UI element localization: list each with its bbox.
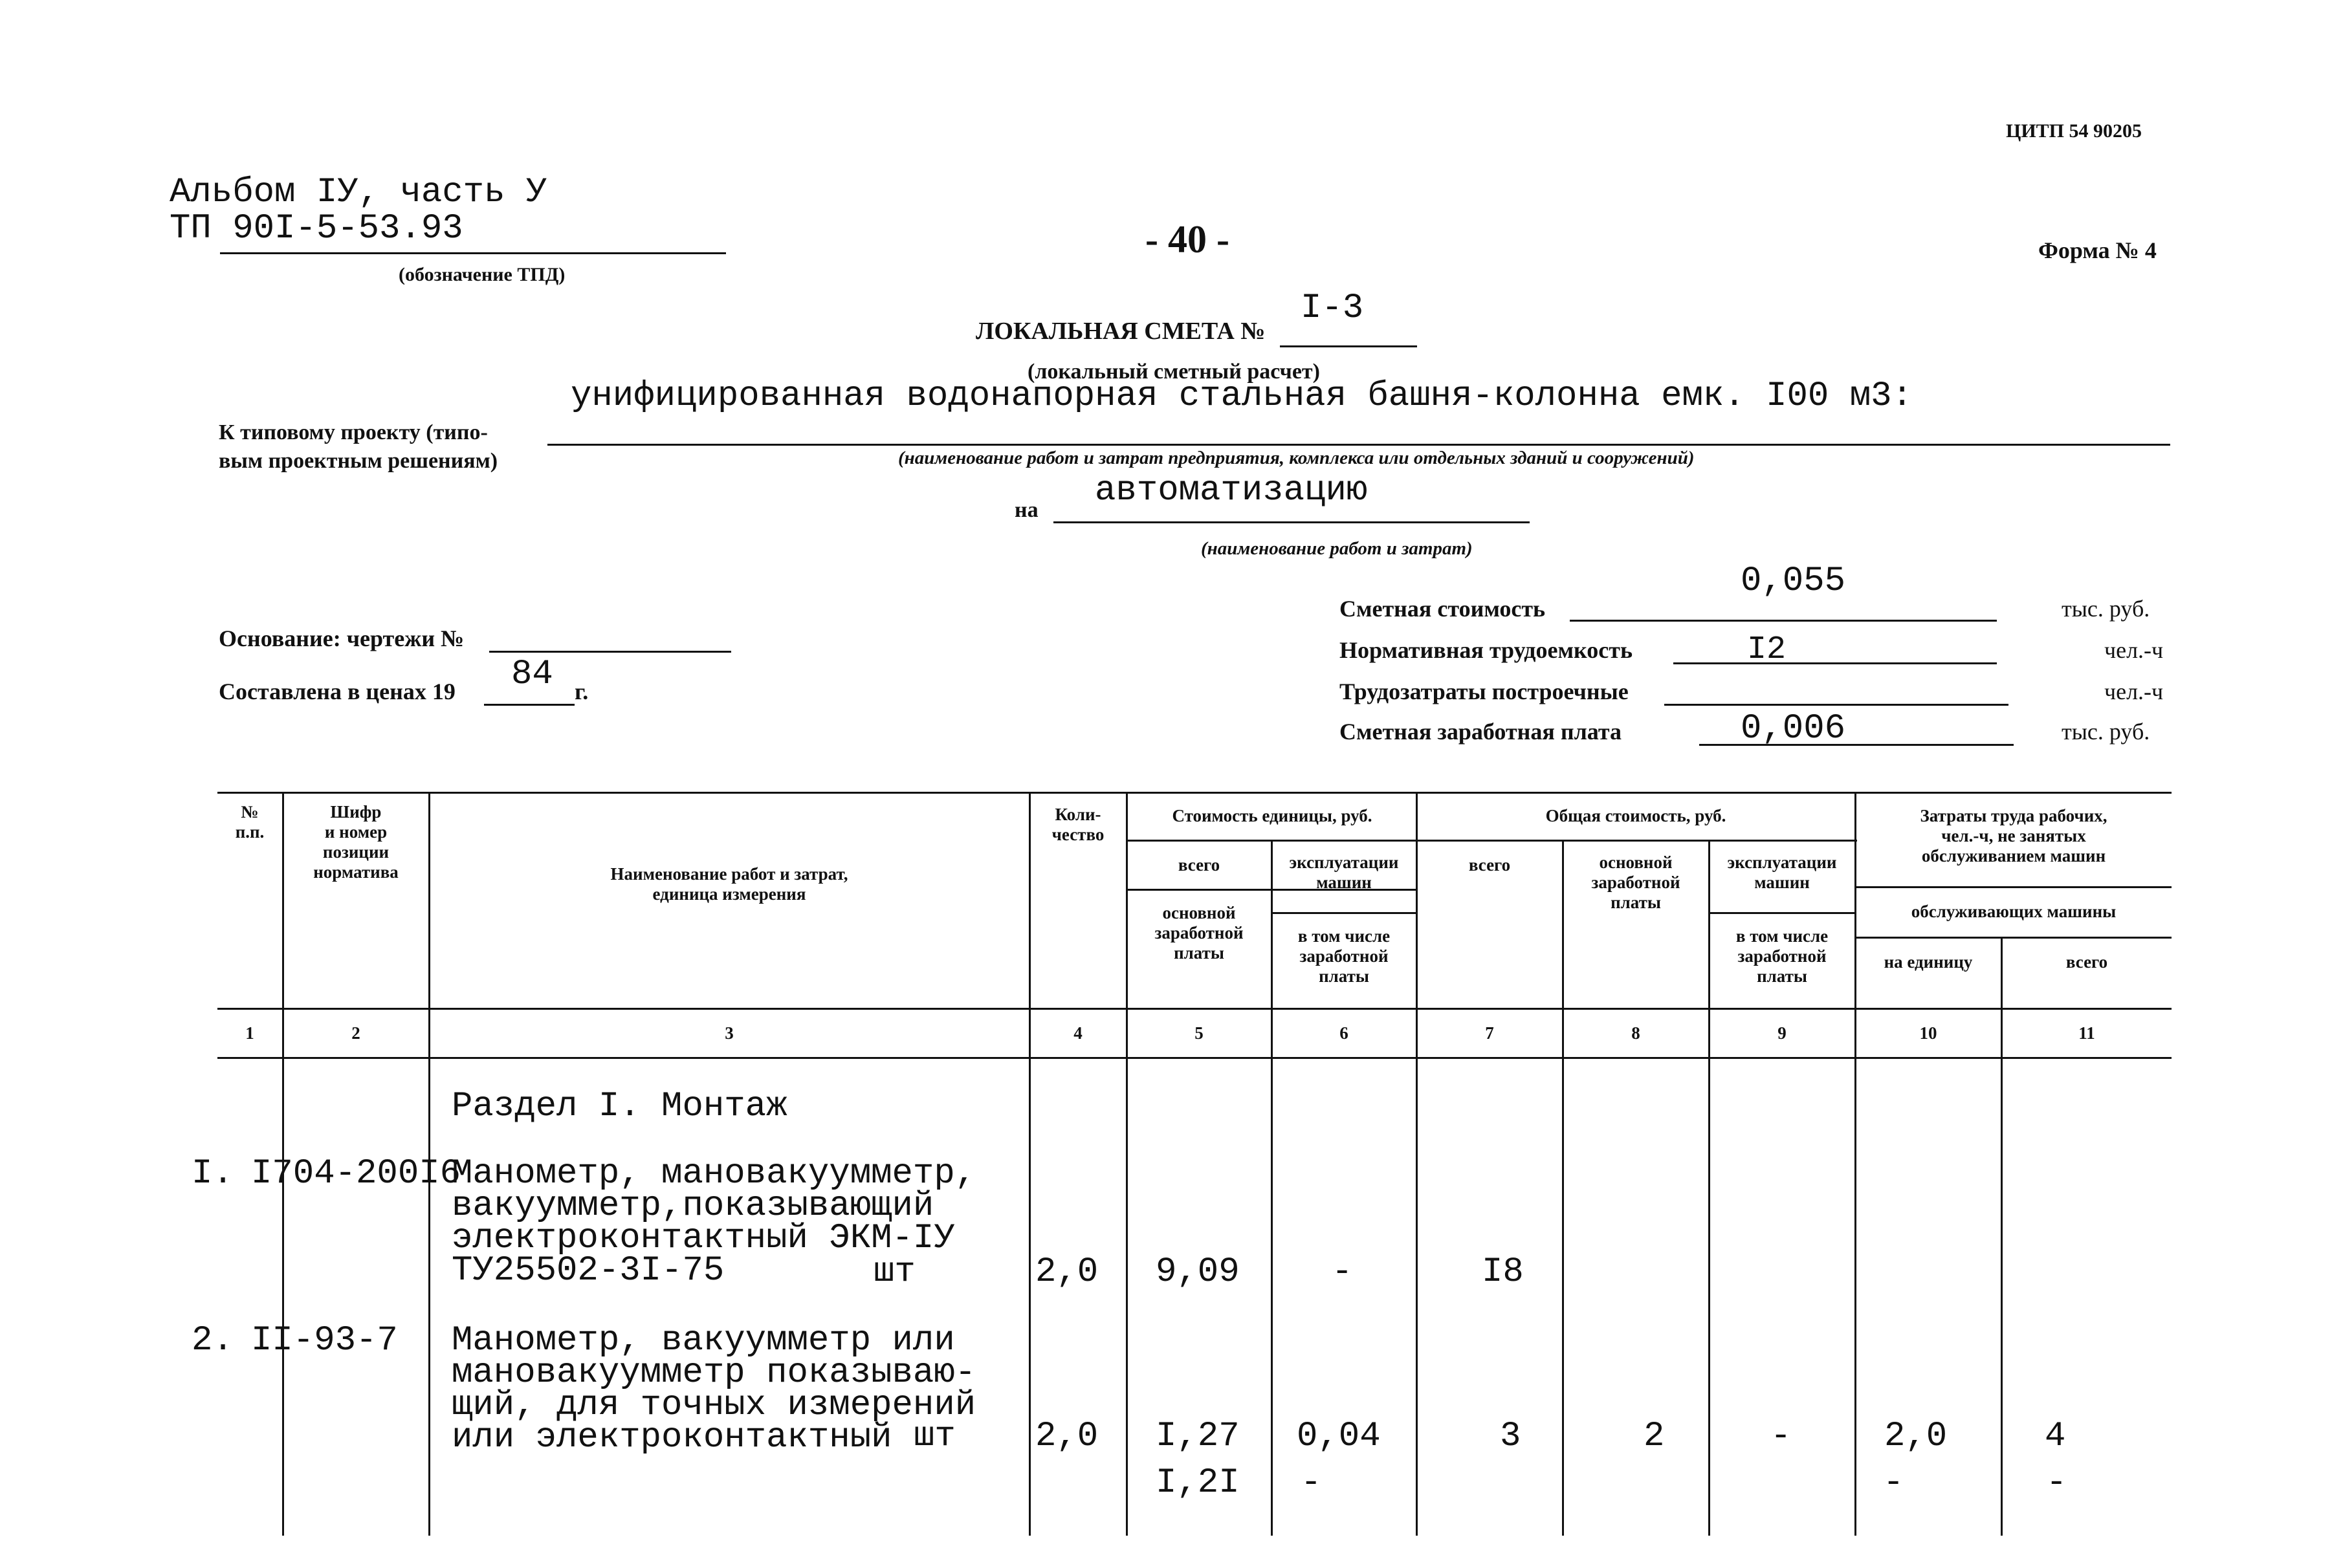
- header-col-5-bottom: основной заработной платы: [1154, 903, 1244, 963]
- row-unit-cost-total: I,27: [1156, 1417, 1240, 1456]
- summary-value-wage: 0,006: [1741, 709, 1846, 748]
- project-name: унифицированная водонапорная стальная башня-колонна емк. I00 м3:: [571, 376, 1913, 416]
- na-label: на: [1015, 498, 1039, 522]
- row-total-cost: I8: [1482, 1252, 1524, 1292]
- summary-unit-wage: тыс. руб.: [2062, 719, 2150, 745]
- row-unit-cost-total: 9,09: [1156, 1252, 1240, 1292]
- header-bottom-border: [217, 1008, 2172, 1010]
- basis-drawings-underline: [489, 651, 731, 653]
- header-col-4: Коли- чество: [1051, 805, 1105, 844]
- summary-unit-cost: тыс. руб.: [2062, 596, 2150, 622]
- header-col-6-top: эксплуатации машин: [1289, 853, 1399, 892]
- page-number: - 40 -: [1145, 218, 1229, 261]
- header-col-7: всего: [1468, 855, 1511, 875]
- row-labor-total: 4: [2045, 1417, 2066, 1456]
- row-unit-cost-machines: -: [1332, 1252, 1353, 1292]
- summary-unit-labor: чел.-ч: [2104, 637, 2164, 663]
- header-col-11: всего: [2065, 952, 2108, 972]
- col-number: 2: [351, 1023, 360, 1043]
- col-number: 3: [725, 1023, 734, 1043]
- row-name: Манометр, вакуумметр или мановакуумметр показываю- щий, для точных измерений или электроконтактный: [452, 1321, 976, 1457]
- works-caption: (наименование работ и затрат): [1201, 538, 1473, 559]
- header-labor-sub: обслуживающих машины: [1911, 902, 2117, 921]
- summary-label-wage: Сметная заработная плата: [1339, 719, 1622, 745]
- summary-underline-wage: [1699, 744, 2014, 746]
- section-title: Раздел I. Монтаж: [452, 1087, 787, 1126]
- prices-suffix: г.: [575, 679, 589, 704]
- summary-label-cost: Сметная стоимость: [1339, 596, 1546, 622]
- header-total-cost: Общая стоимость, руб.: [1545, 806, 1726, 825]
- row-number: I.: [192, 1154, 234, 1193]
- row-unit: шт: [874, 1252, 916, 1292]
- col-number: 10: [1919, 1023, 1937, 1043]
- summary-label-site-labor: Трудозатраты построечные: [1339, 679, 1629, 704]
- basis-drawings-label: Основание: чертежи №: [219, 626, 465, 651]
- row-code: II-93-7: [251, 1321, 398, 1360]
- summary-underline-cost: [1570, 620, 1997, 622]
- row-qty: 2,0: [1035, 1252, 1099, 1292]
- row-labor-unit: 2,0: [1884, 1417, 1948, 1456]
- header-col-8: основной заработной платы: [1591, 853, 1680, 912]
- header-col-2: Шифр и номер позиции норматива: [313, 802, 399, 882]
- estimate-title: ЛОКАЛЬНАЯ СМЕТА №: [976, 318, 1266, 345]
- col-divider-7: [1562, 840, 1564, 1536]
- row-total-cost: 3: [1500, 1417, 1521, 1456]
- row-unit-cost-machines-wage: -: [1301, 1463, 1322, 1503]
- header-col-10: на единицу: [1884, 952, 1973, 972]
- prices-label: Составлена в ценах 19: [219, 679, 456, 704]
- header-col-5-top: всего: [1178, 855, 1220, 875]
- header-col-6-bottom: в том числе заработной платы: [1297, 926, 1391, 986]
- summary-underline-labor: [1673, 662, 1997, 664]
- row-number: 2.: [192, 1321, 234, 1360]
- row-unit-cost-machines: 0,04: [1297, 1417, 1381, 1456]
- estimate-number: I-3: [1301, 289, 1364, 328]
- row-unit: шт: [914, 1417, 956, 1456]
- header-unit-cost: Стоимость единицы, руб.: [1172, 806, 1372, 825]
- album-line-1: Альбом IУ, часть У: [170, 173, 547, 212]
- album-line-2: ТП 90I-5-53.93: [170, 209, 463, 248]
- prices-year: 84: [511, 655, 553, 694]
- row-unit-cost-wage: I,2I: [1156, 1463, 1240, 1503]
- to-project-label-1: К типовому проекту (типо-: [219, 420, 488, 444]
- summary-underline-site-labor: [1664, 704, 2008, 706]
- row-total-wage: 2: [1644, 1417, 1665, 1456]
- col-number: 5: [1194, 1023, 1204, 1043]
- summary-value-labor: I2: [1747, 631, 1787, 668]
- header-labor: Затраты труда рабочих, чел.-ч, не занятых обслуживанием машин: [1920, 806, 2107, 866]
- labor-subline-1: [1856, 886, 2172, 888]
- col-number: 1: [245, 1023, 254, 1043]
- col-number: 7: [1485, 1023, 1494, 1043]
- summary-unit-site-labor: чел.-ч: [2104, 679, 2164, 704]
- header-col-3: Наименование работ и затрат, единица измерения: [610, 864, 848, 904]
- row-labor-total-machines: -: [2046, 1463, 2067, 1503]
- estimate-number-underline: [1280, 345, 1417, 347]
- summary-value-cost: 0,055: [1741, 561, 1846, 601]
- labor-subline-2: [1856, 937, 2172, 939]
- col-divider-3: [1029, 792, 1031, 1536]
- project-underline: [547, 444, 2170, 446]
- tpd-underline: [220, 252, 726, 254]
- header-col-9-top: эксплуатации машин: [1727, 853, 1837, 892]
- form-number: Форма № 4: [2038, 237, 2157, 263]
- col-divider-6: [1416, 792, 1418, 1536]
- total-cost-subline: [1417, 840, 1857, 842]
- document-code: ЦИТП 54 90205: [2006, 120, 2142, 142]
- numbers-bottom-border: [217, 1057, 2172, 1059]
- prices-year-underline: [484, 704, 575, 706]
- tpd-caption: (обозначение ТПД): [399, 264, 566, 285]
- table-top-border: [217, 792, 2172, 794]
- c9-subline: [1708, 912, 1856, 914]
- summary-label-labor: Нормативная трудоемкость: [1339, 637, 1633, 663]
- row-qty: 2,0: [1035, 1417, 1099, 1456]
- col-number: 9: [1777, 1023, 1787, 1043]
- col-number: 11: [2078, 1023, 2095, 1043]
- row-code: I704-200I6: [251, 1154, 461, 1193]
- estimate-caption: (локальный сметный расчет): [1028, 360, 1320, 384]
- to-project-label-2: вым проектным решениям): [219, 449, 498, 473]
- header-col-9-bottom: в том числе заработной платы: [1735, 926, 1829, 986]
- works-underline: [1053, 521, 1530, 523]
- row-name: Манометр, мановакуумметр, вакуумметр,показывающий электроконтактный ЭКМ-IУ ТУ25502-3I-75: [452, 1154, 976, 1290]
- col-number: 8: [1631, 1023, 1640, 1043]
- col-number: 4: [1073, 1023, 1083, 1043]
- header-col-1: № п.п.: [235, 802, 265, 842]
- c6-subline: [1272, 912, 1416, 914]
- row-labor-unit-machines: -: [1883, 1463, 1904, 1503]
- row-total-machines: -: [1770, 1417, 1792, 1456]
- col-number: 6: [1339, 1023, 1348, 1043]
- works-name: автоматизацию: [1095, 471, 1368, 510]
- project-caption: (наименование работ и затрат предприятия, комплекса или отдельных зданий и сооружений): [898, 448, 1695, 468]
